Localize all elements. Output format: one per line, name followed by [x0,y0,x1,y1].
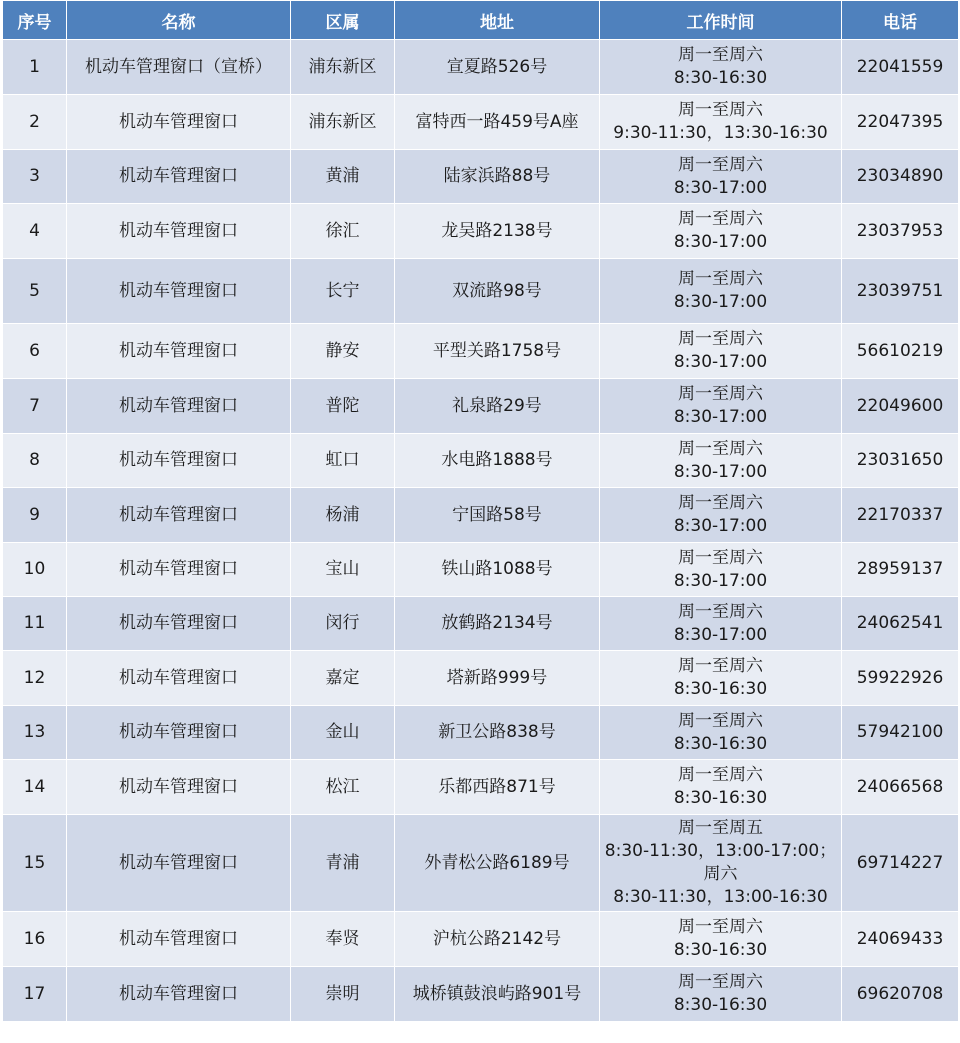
cell-phone: 23039751 [842,259,959,324]
header-hours: 工作时间 [600,1,842,40]
hours-line: 8:30-17:00 [673,570,768,591]
cell-phone: 69714227 [842,815,959,912]
cell-name: 机动车管理窗口 [67,488,291,543]
cell-index: 17 [3,967,67,1022]
cell-phone: 57942100 [842,706,959,760]
cell-address: 富特西一路459号A座 [395,95,600,150]
hours-line: 8:30-16:30 [673,733,768,754]
table-row [3,760,959,815]
hours-line: 8:30-16:30 [673,679,768,699]
table-row [3,434,959,488]
cell-name: 机动车管理窗口 [67,760,291,815]
cell-address: 塔新路999号 [395,651,600,706]
cell-hours [600,912,842,967]
hours-line: 8:30-17:00 [673,352,768,372]
cell-index: 2 [3,95,67,150]
cell-index: 16 [3,912,67,967]
cell-address: 城桥镇鼓浪屿路901号 [395,967,600,1022]
hours-line: 周六 [703,864,738,884]
cell-address: 铁山路1088号 [395,543,600,597]
cell-hours [600,40,842,95]
table-row [3,40,959,95]
cell-hours [600,706,842,760]
hours-line: 8:30-17:00 [673,407,768,427]
cell-index: 3 [3,150,67,204]
cell-hours [600,543,842,597]
cell-hours [600,259,842,324]
hours-line: 8:30-17:00 [673,292,768,312]
cell-address: 礼泉路29号 [395,379,600,434]
header-name: 名称 [67,1,291,40]
cell-district: 黄浦 [291,150,395,204]
cell-district: 崇明 [291,967,395,1022]
hours-line: 8:30-17:00 [673,624,768,645]
cell-phone: 22047395 [842,95,959,150]
cell-hours [600,204,842,259]
cell-phone: 59922926 [842,651,959,706]
hours-line: 周一至周六 [678,438,763,459]
cell-phone: 24069433 [842,912,959,967]
cell-hours [600,95,842,150]
cell-district: 金山 [291,706,395,760]
cell-phone: 23037953 [842,204,959,259]
cell-hours [600,150,842,204]
hours-line: 8:30-16:30 [673,788,768,808]
cell-district: 松江 [291,760,395,815]
hours-line: 周一至周六 [678,209,763,229]
cell-address: 陆家浜路88号 [395,150,600,204]
header-district: 区属 [291,1,395,40]
cell-name: 机动车管理窗口 [67,434,291,488]
vehicle-office-table [2,0,959,1022]
cell-district: 浦东新区 [291,40,395,95]
cell-name: 机动车管理窗口 [67,324,291,379]
cell-address: 宁国路58号 [395,488,600,543]
table-row [3,597,959,651]
table-row [3,150,959,204]
cell-index: 12 [3,651,67,706]
cell-phone: 28959137 [842,543,959,597]
cell-hours [600,815,842,912]
hours-line: 周一至周六 [678,765,763,785]
hours-line: 周一至周六 [678,329,763,349]
cell-district: 徐汇 [291,204,395,259]
cell-name: 机动车管理窗口 [67,150,291,204]
table-row [3,324,959,379]
cell-name: 机动车管理窗口 [67,95,291,150]
cell-address: 龙吴路2138号 [395,204,600,259]
cell-name: 机动车管理窗口 [67,597,291,651]
cell-phone: 56610219 [842,324,959,379]
cell-index: 7 [3,379,67,434]
cell-hours [600,324,842,379]
hours-line: 8:30-11:30，13:00-17:00； [604,841,837,861]
cell-district: 宝山 [291,543,395,597]
hours-line: 周一至周六 [678,917,763,937]
cell-phone: 69620708 [842,967,959,1022]
cell-phone: 22049600 [842,379,959,434]
cell-index: 15 [3,815,67,912]
cell-name: 机动车管理窗口 [67,543,291,597]
cell-address: 平型关路1758号 [395,324,600,379]
hours-line: 周一至周五 [678,818,763,838]
cell-name: 机动车管理窗口（宣桥） [67,40,291,95]
hours-line: 8:30-17:00 [673,177,768,198]
cell-district: 静安 [291,324,395,379]
cell-district: 青浦 [291,815,395,912]
table-row [3,706,959,760]
hours-line: 9:30-11:30，13:30-16:30 [613,123,828,143]
hours-line: 8:30-17:00 [673,516,768,536]
cell-district: 嘉定 [291,651,395,706]
cell-name: 机动车管理窗口 [67,379,291,434]
cell-name: 机动车管理窗口 [67,651,291,706]
cell-address: 乐都西路871号 [395,760,600,815]
cell-hours [600,379,842,434]
cell-index: 6 [3,324,67,379]
cell-phone: 22170337 [842,488,959,543]
cell-index: 8 [3,434,67,488]
cell-phone: 23031650 [842,434,959,488]
cell-address: 水电路1888号 [395,434,600,488]
table-row [3,259,959,324]
cell-hours [600,967,842,1022]
table-row [3,912,959,967]
hours-line: 周一至周六 [678,656,763,676]
cell-district: 杨浦 [291,488,395,543]
hours-line: 8:30-16:30 [673,68,768,88]
cell-name: 机动车管理窗口 [67,815,291,912]
cell-hours [600,597,842,651]
cell-hours [600,760,842,815]
hours-line: 8:30-17:00 [673,461,768,482]
cell-hours [600,434,842,488]
cell-district: 浦东新区 [291,95,395,150]
cell-district: 长宁 [291,259,395,324]
cell-address: 新卫公路838号 [395,706,600,760]
hours-line: 8:30-17:00 [673,232,768,252]
hours-line: 周一至周六 [678,547,763,568]
cell-index: 14 [3,760,67,815]
header-index: 序号 [3,1,67,40]
cell-index: 5 [3,259,67,324]
cell-index: 11 [3,597,67,651]
cell-phone: 23034890 [842,150,959,204]
table-body [3,40,959,1022]
hours-line: 周一至周六 [678,972,763,992]
cell-hours [600,488,842,543]
table-row [3,488,959,543]
cell-district: 虹口 [291,434,395,488]
cell-name: 机动车管理窗口 [67,259,291,324]
table-row [3,651,959,706]
cell-address: 双流路98号 [395,259,600,324]
cell-district: 闵行 [291,597,395,651]
cell-name: 机动车管理窗口 [67,912,291,967]
cell-index: 13 [3,706,67,760]
cell-address: 放鹤路2134号 [395,597,600,651]
hours-line: 周一至周六 [678,493,763,513]
cell-index: 1 [3,40,67,95]
cell-district: 普陀 [291,379,395,434]
hours-line: 周一至周六 [678,154,763,175]
table-row [3,95,959,150]
cell-address: 外青松公路6189号 [395,815,600,912]
cell-name: 机动车管理窗口 [67,706,291,760]
table-header-row [3,1,959,40]
table-row [3,815,959,912]
table-row [3,967,959,1022]
cell-index: 10 [3,543,67,597]
hours-line: 周一至周六 [678,45,763,65]
header-address: 地址 [395,1,600,40]
cell-district: 奉贤 [291,912,395,967]
table-row [3,543,959,597]
hours-line: 8:30-11:30，13:00-16:30 [613,887,828,907]
cell-address: 沪杭公路2142号 [395,912,600,967]
cell-phone: 24066568 [842,760,959,815]
hours-line: 周一至周六 [678,269,763,289]
hours-line: 8:30-16:30 [673,940,768,960]
cell-index: 9 [3,488,67,543]
cell-hours [600,651,842,706]
cell-index: 4 [3,204,67,259]
hours-line: 周一至周六 [678,100,763,120]
table-row [3,379,959,434]
hours-line: 周一至周六 [678,384,763,404]
cell-phone: 22041559 [842,40,959,95]
hours-line: 周一至周六 [678,601,763,622]
cell-name: 机动车管理窗口 [67,204,291,259]
cell-address: 宣夏路526号 [395,40,600,95]
hours-line: 8:30-16:30 [673,995,768,1015]
table-row [3,204,959,259]
header-phone: 电话 [842,1,959,40]
hours-line: 周一至周六 [678,710,763,731]
cell-phone: 24062541 [842,597,959,651]
cell-name: 机动车管理窗口 [67,967,291,1022]
